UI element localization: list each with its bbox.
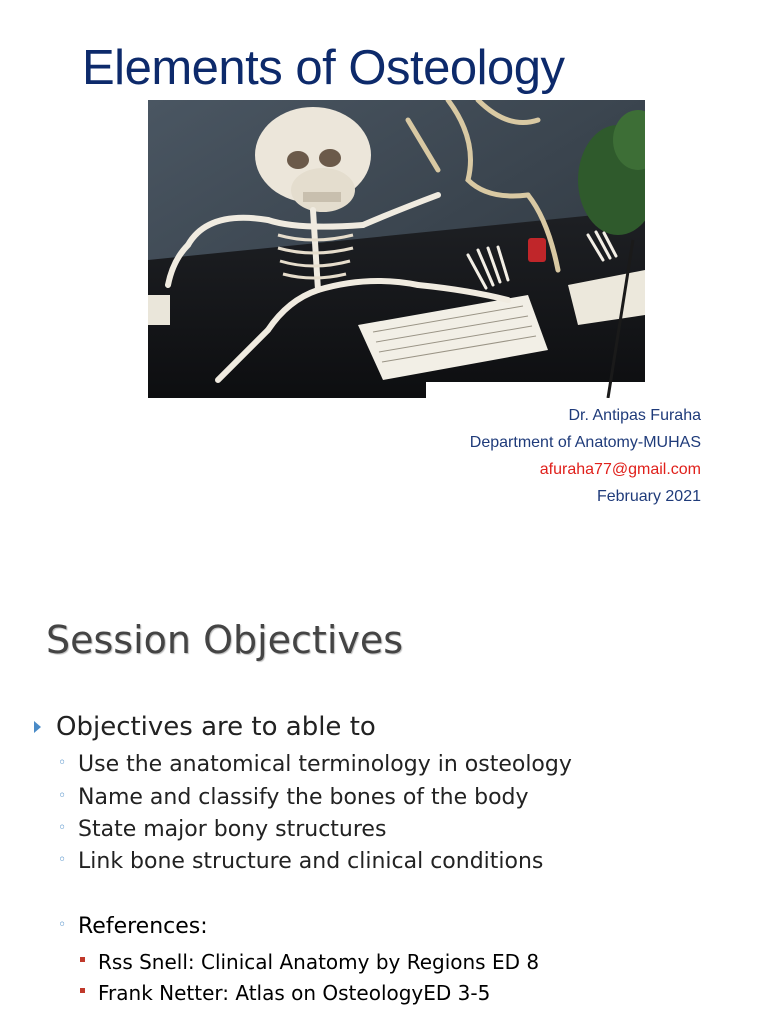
circle-bullet-icon: ◦ (58, 788, 67, 804)
author-department: Department of Anatomy-MUHAS (469, 434, 701, 451)
objective-item: ◦ State major bony structures (58, 817, 387, 842)
reference-item: Frank Netter: Atlas on OsteologyED 3-5 (98, 981, 490, 1005)
author-info (470, 402, 701, 510)
bullet-intro: Objectives are to able to (56, 712, 376, 742)
author-email[interactable]: afuraha77@gmail.com (539, 461, 701, 478)
circle-bullet-icon: ◦ (58, 852, 67, 868)
square-bullet-icon (80, 957, 85, 962)
square-bullet-icon (80, 988, 85, 993)
objective-item: ◦ Use the anatomical terminology in osteology (58, 752, 572, 777)
circle-bullet-icon: ◦ (58, 820, 67, 836)
slide-title: Elements of Osteology (82, 41, 565, 95)
objectives-title: Session Objectives (46, 618, 404, 662)
skeleton-photo (148, 100, 645, 398)
objective-item: ◦ Link bone structure and clinical conditions (58, 849, 544, 874)
presentation-date: February 2021 (596, 488, 701, 505)
circle-bullet-icon: ◦ (58, 755, 67, 771)
reference-item: Rss Snell: Clinical Anatomy by Regions ED 8 (98, 950, 539, 974)
circle-bullet-icon: ◦ (58, 917, 67, 933)
references-heading: ◦ References: (58, 914, 208, 939)
objective-item: ◦ Name and classify the bones of the body (58, 785, 529, 810)
author-name: Dr. Antipas Furaha (568, 407, 701, 424)
triangle-bullet-icon (34, 721, 41, 733)
